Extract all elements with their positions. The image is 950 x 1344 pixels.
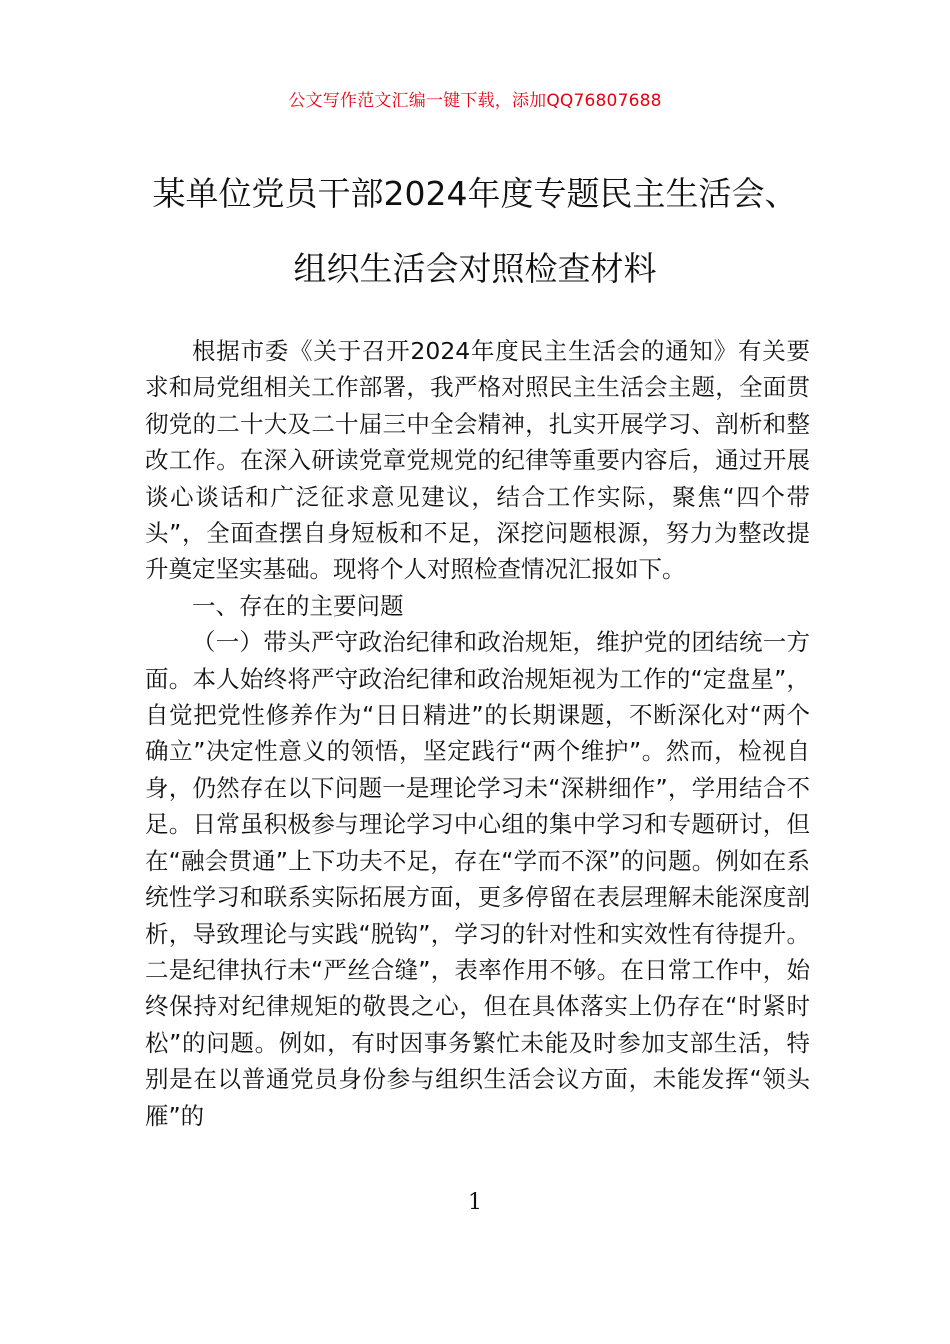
document-body [145,333,810,1134]
page-number: 1 [468,1190,482,1215]
body-paragraph-intro: 根据市委《关于召开2024年度民主生活会的通知》有关要求和局党组相关工作部署，我严格对照民主生活会主题，全面贯彻党的二十大及二十届三中全会精神，扎实开展学习、剖析和整改工作。在深入研读党章党规党的纪律等重要内容后，通过开展谈心谈话和广泛征求意见建议，结合工作实际，聚焦“四个带头”，全面查摆自身短板和不足，深挖问题根源，努力为整改提升奠定坚实基础。现将个人对照检查情况汇报如下。 [145,337,810,584]
body-paragraph-1: （一）带头严守政治纪律和政治规矩，维护党的团结统一方面。本人始终将严守政治纪律和政治规矩视为工作的“定盘星”，自觉把党性修养作为“日日精进”的长期课题，不断深化对“两个确立”决定性意义的领悟，坚定践行“两个维护”。然而，检视自身，仍然存在以下问题一是理论学习未“深耕细作”，学用结合不足。日常虽积极参与理论学习中心组的集中学习和专题研讨，但在“融会贯通”上下功夫不足，存在“学而不深”的问题。例如在系统性学习和联系实际拓展方面，更多停留在表层理解未能深度剖析，导致理论与实践“脱钩”，学习的针对性和实效性有待提升。二是纪律执行未“严丝合缝”，表率作用不够。在日常工作中，始终保持对纪律规矩的敬畏之心，但在具体落实上仍存在“时紧时松”的问题。例如，有时因事务繁忙未能及时参加支部生活，特别是在以普通党员身份参与组织生活会议方面，未能发挥“领头雁”的 [145,628,810,1130]
document-title-line-1: 某单位党员干部2024年度专题民主生活会、 [152,174,798,213]
document-title-line-2: 组织生活会对照检查材料 [293,249,657,288]
header-banner[interactable]: 公文写作范文汇编一键下载，添加QQ76807688 [288,91,662,111]
section-heading-1: 一、存在的主要问题 [192,591,404,620]
